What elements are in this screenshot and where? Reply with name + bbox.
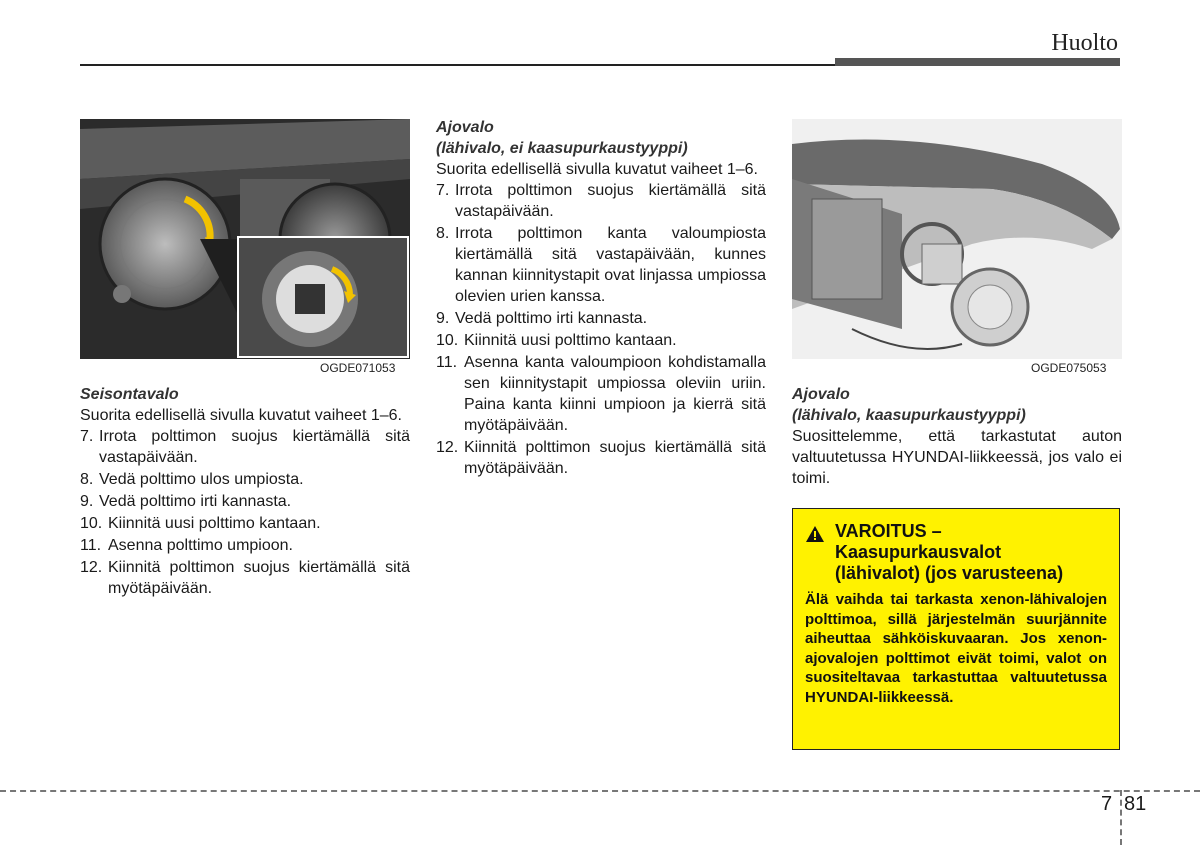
list-item: 11. Asenna kanta valoumpioon kohdistamalla sen kiinnitystapit umpiossa oleviin uriin. Paina kanta kiinni umpioon ja kierrä sitä myötäpäivään.: [436, 354, 766, 434]
section-subheading: (lähivalo, ei kaasupurkaustyyppi): [436, 140, 688, 157]
section-heading: Seisontavalo: [80, 386, 179, 403]
headlamp-position-lamp-figure: [80, 119, 410, 359]
step-list: [80, 426, 410, 599]
warning-subtitle-2: (lähivalot) (jos varusteena): [835, 563, 1064, 583]
headlamp-assembly-illustration: [792, 119, 1122, 359]
figure-caption-right: OGDE075053: [1031, 361, 1107, 375]
list-item: 7. Irrota polttimon suojus kiertämällä sitä vastapäivään.: [80, 428, 410, 466]
page-title: Huolto: [1051, 30, 1118, 56]
headlamp-illustration: [80, 119, 410, 359]
page-number: 81: [1124, 793, 1147, 815]
low-beam-halogen-section: [436, 117, 766, 480]
list-item: 7. Irrota polttimon suojus kiertämällä sitä vastapäivään.: [436, 182, 766, 220]
section-heading: Ajovalo: [436, 119, 494, 136]
list-item: 9. Vedä polttimo irti kannasta.: [80, 493, 292, 510]
list-item: 12. Kiinnitä polttimon suojus kiertämällä sitä myötäpäivään.: [436, 439, 766, 477]
warning-subtitle: Kaasupurkausvalot: [835, 542, 1002, 562]
list-item: 8. Vedä polttimo ulos umpiosta.: [80, 471, 304, 488]
footer-divider: [0, 790, 1200, 792]
header-rule: [80, 64, 840, 66]
section-intro: Suorita edellisellä sivulla kuvatut vaiheet 1–6.: [436, 161, 758, 178]
section-subheading: (lähivalo, kaasupurkaustyyppi): [792, 407, 1026, 424]
section-text: Suosittelemme, että tarkastutat auton valtuutetussa HYUNDAI-liikkeessä, jos valo ei toimi.: [792, 428, 1122, 487]
chapter-number: 7: [1101, 793, 1113, 815]
warning-body: Älä vaihda tai tarkasta xenon-lähivalojen polttimoa, sillä järjestelmän suurjännite aiheuttaa sähköiskuvaaran. Jos xenon-ajovalojen polttimot eivät toimi, valot on suositeltavaa tarkastuttaa valtuutetussa HYUNDAI-liikkeessä.: [805, 591, 1107, 706]
low-beam-xenon-section: [792, 384, 1122, 489]
list-item: 10. Kiinnitä uusi polttimo kantaan.: [436, 332, 677, 349]
section-heading: Ajovalo: [792, 386, 850, 403]
list-item: 8. Irrota polttimon kanta valoumpiosta kiertämällä sitä vastapäivään, kunnes kannan kiinnitystapit ovat linjassa umpiossa olevien urien kanssa.: [436, 225, 766, 305]
list-item: 11. Asenna polttimo umpioon.: [80, 537, 293, 554]
step-list: [436, 180, 766, 479]
xenon-headlamp-figure: [792, 119, 1122, 359]
list-item: 12. Kiinnitä polttimon suojus kiertämällä sitä myötäpäivään.: [80, 559, 410, 597]
warning-box: [792, 508, 1120, 750]
warning-title: VAROITUS –: [835, 521, 942, 541]
position-lamp-section: [80, 384, 410, 600]
footer-separator: [1120, 790, 1122, 845]
section-intro: Suorita edellisellä sivulla kuvatut vaiheet 1–6.: [80, 407, 402, 424]
list-item: 10. Kiinnitä uusi polttimo kantaan.: [80, 515, 321, 532]
figure-caption-left: OGDE071053: [320, 361, 396, 375]
warning-triangle-icon: [805, 525, 835, 548]
header-bar: [835, 58, 1120, 66]
list-item: 9. Vedä polttimo irti kannasta.: [436, 310, 648, 327]
